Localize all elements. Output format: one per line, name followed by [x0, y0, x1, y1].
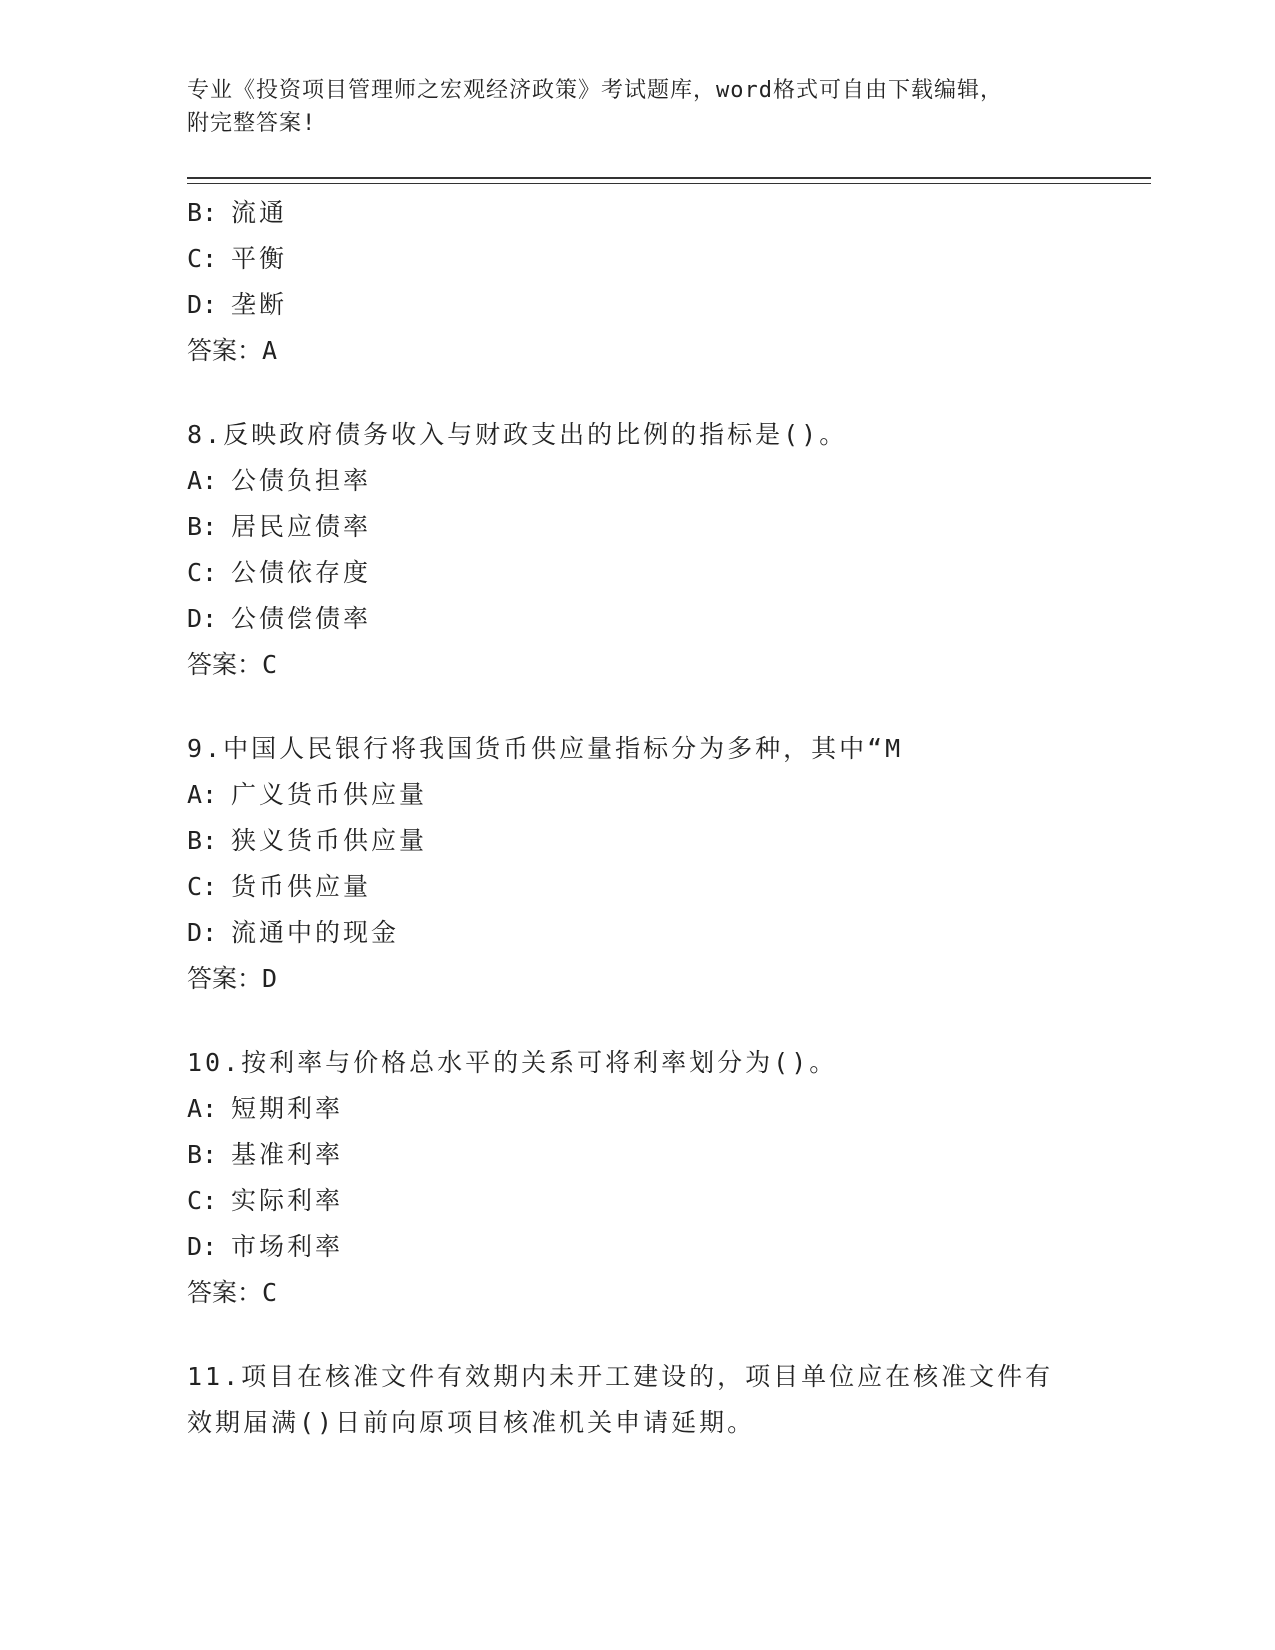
question-list: [187, 190, 1087, 1446]
option-b: B: 基准利率: [187, 1140, 344, 1169]
option-c: C: 货币供应量: [187, 872, 372, 901]
question-7-tail: [187, 190, 1087, 374]
option-b: B: 狭义货币供应量: [187, 826, 428, 855]
option-d: D: 市场利率: [187, 1232, 344, 1261]
question-stem: 8.反映政府债务收入与财政支出的比例的指标是()。: [187, 420, 848, 449]
question-stem: 10.按利率与价格总水平的关系可将利率划分为()。: [187, 1048, 838, 1077]
header-line-1: 专业《投资项目管理师之宏观经济政策》考试题库，word格式可自由下载编辑，: [187, 78, 1003, 103]
answer: 答案：A: [187, 336, 278, 365]
option-c: C: 平衡: [187, 244, 288, 273]
header-divider-thin: [187, 183, 1151, 184]
question-10: [187, 1040, 1087, 1316]
option-c: C: 实际利率: [187, 1186, 344, 1215]
answer: 答案：C: [187, 1278, 278, 1307]
header-divider-thick: [187, 177, 1151, 179]
question-11: [187, 1354, 1087, 1446]
question-stem: [187, 1354, 1067, 1446]
option-c: C: 公债依存度: [187, 558, 372, 587]
option-b: B: 居民应债率: [187, 512, 372, 541]
question-stem-line-2: 效期届满()日前向原项目核准机关申请延期。: [187, 1408, 756, 1437]
option-b: B: 流通: [187, 198, 288, 227]
option-a: A: 公债负担率: [187, 466, 372, 495]
answer: 答案：D: [187, 964, 278, 993]
option-a: A: 广义货币供应量: [187, 780, 428, 809]
question-8: [187, 412, 1087, 688]
question-9: [187, 726, 1087, 1002]
question-stem: 9.中国人民银行将我国货币供应量指标分为多种，其中“M: [187, 734, 904, 763]
option-d: D: 流通中的现金: [187, 918, 400, 947]
option-d: D: 公债偿债率: [187, 604, 372, 633]
answer: 答案：C: [187, 650, 278, 679]
header-line-2: 附完整答案!: [187, 111, 317, 136]
document-header: [187, 74, 1067, 140]
option-d: D: 垄断: [187, 290, 288, 319]
option-a: A: 短期利率: [187, 1094, 344, 1123]
question-stem-line-1: 11.项目在核准文件有效期内未开工建设的，项目单位应在核准文件有: [187, 1362, 1054, 1391]
